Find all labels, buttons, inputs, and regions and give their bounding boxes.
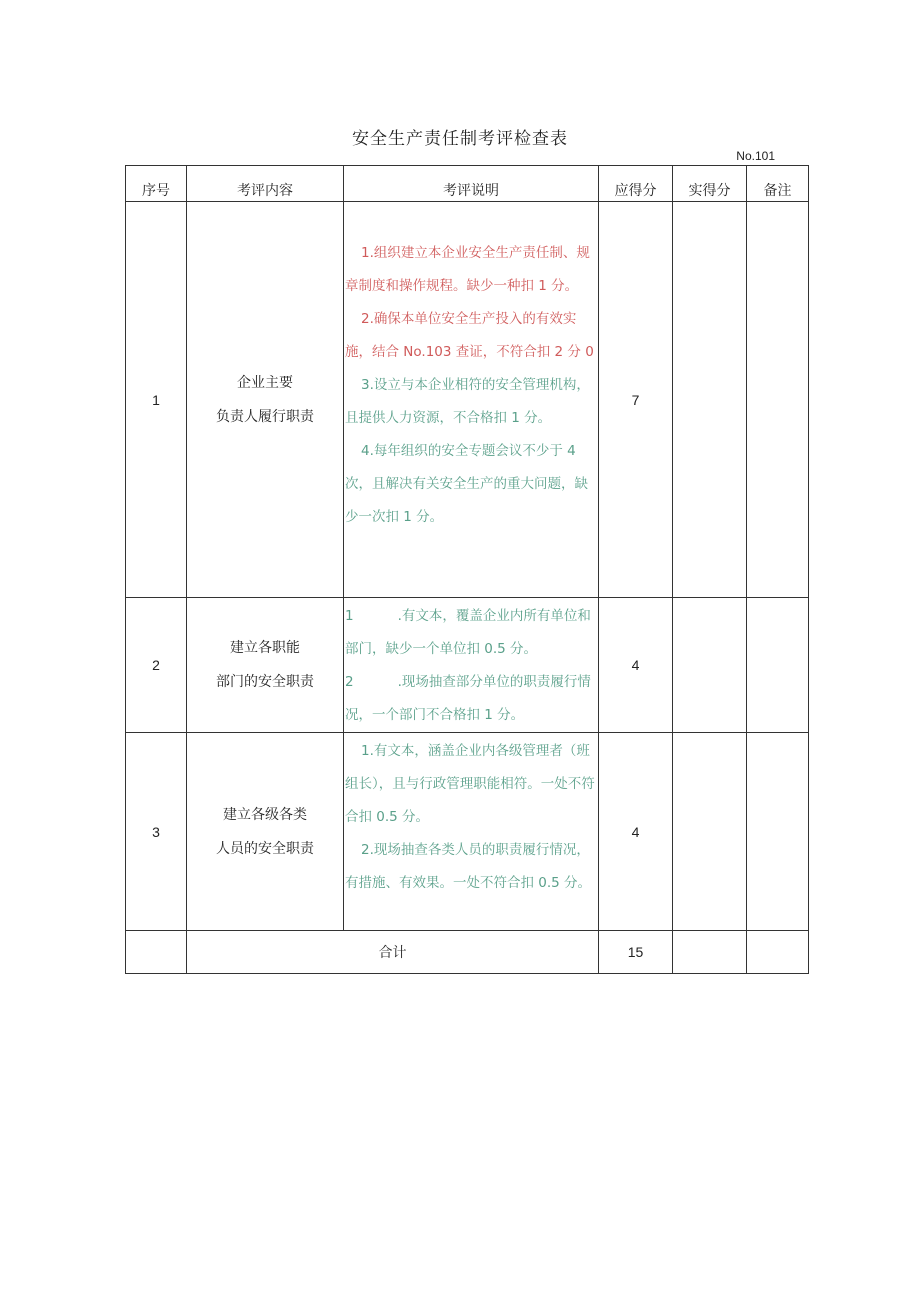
row-description (344, 598, 599, 733)
desc-item: 2 .现场抽查部分单位的职责履行情况，一个部门不合格扣 1 分。 (345, 674, 591, 723)
row-actual-score[interactable] (673, 202, 747, 598)
row-content: 建立各职能 部门的安全职责 (187, 598, 344, 733)
table-row (126, 202, 809, 598)
desc-item: 3.设立与本企业相符的安全管理机构，且提供人力资源，不合格扣 1 分。 (345, 377, 590, 426)
header-note: 备注 (747, 166, 809, 202)
table-row (126, 733, 809, 931)
row-description (344, 733, 599, 931)
row-content: 企业主要 负责人履行职责 (187, 202, 344, 598)
row-seq: 3 (126, 733, 187, 931)
row-content: 建立各级各类 人员的安全职责 (187, 733, 344, 931)
desc-item: 1.组织建立本企业安全生产责任制、规章制度和操作规程。缺少一种扣 1 分。 (345, 245, 590, 294)
header-score: 应得分 (599, 166, 673, 202)
total-row (126, 931, 809, 974)
desc-item: 2.确保本单位安全生产投入的有效实施，结合 No.103 查证，不符合扣 2 分 0 (345, 311, 594, 360)
row-seq: 2 (126, 598, 187, 733)
total-score: 15 (599, 931, 673, 974)
row-score: 4 (599, 598, 673, 733)
header-seq: 序号 (126, 166, 187, 202)
row-note[interactable] (747, 598, 809, 733)
row-actual-score[interactable] (673, 598, 747, 733)
row-score: 4 (599, 733, 673, 931)
row-description (344, 202, 599, 598)
total-seq (126, 931, 187, 974)
desc-item: 1 .有文本，覆盖企业内所有单位和部门，缺少一个单位扣 0.5 分。 (345, 608, 591, 657)
total-actual-score[interactable] (673, 931, 747, 974)
total-note[interactable] (747, 931, 809, 974)
header-actual: 实得分 (673, 166, 747, 202)
desc-item: 4.每年组织的安全专题会议不少于 4次，且解决有关安全生产的重大问题，缺少一次扣 1 分。 (345, 443, 588, 525)
evaluation-table (125, 165, 809, 974)
desc-item: 1.有文本，涵盖企业内各级管理者（班组长），且与行政管理职能相符。一处不符合扣 0.5 分。 (345, 743, 595, 825)
desc-item: 2.现场抽查各类人员的职责履行情况，有措施、有效果。一处不符合扣 0.5 分。 (345, 842, 592, 891)
row-note[interactable] (747, 202, 809, 598)
header-desc: 考评说明 (344, 166, 599, 202)
row-actual-score[interactable] (673, 733, 747, 931)
row-score: 7 (599, 202, 673, 598)
header-content: 考评内容 (187, 166, 344, 202)
row-seq: 1 (126, 202, 187, 598)
total-label: 合计 (187, 931, 599, 974)
table-row (126, 598, 809, 733)
page-title: 安全生产责任制考评检查表 (352, 129, 568, 149)
document-number: No.101 (736, 149, 775, 163)
row-note[interactable] (747, 733, 809, 931)
header-row (126, 166, 809, 202)
